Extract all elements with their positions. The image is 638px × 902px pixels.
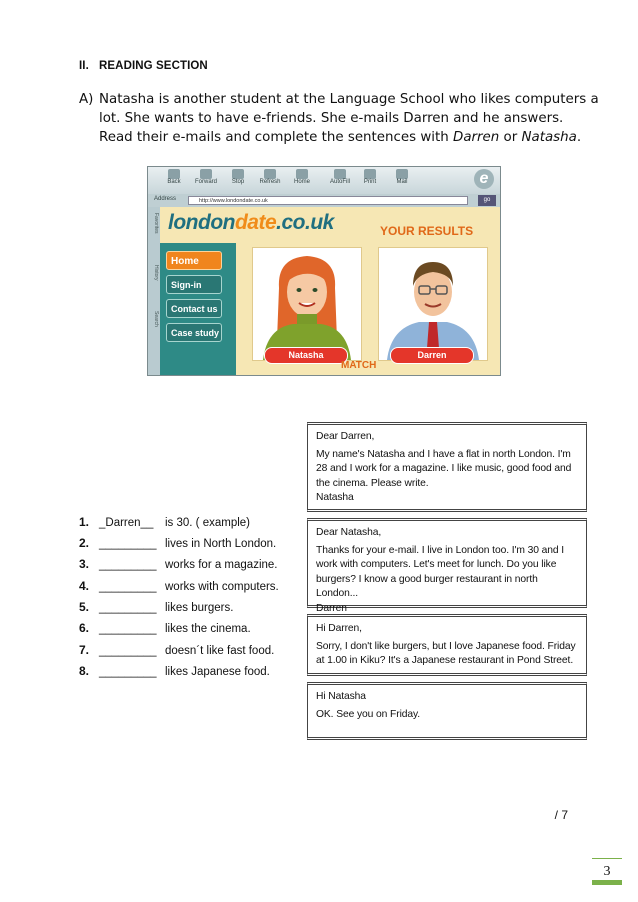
nav-sign-in: Sign-in <box>166 275 222 294</box>
match-label: MATCH <box>341 360 377 371</box>
forward-icon <box>200 169 212 179</box>
instruction-text <box>99 90 599 147</box>
toolbar-mail <box>386 169 418 185</box>
name-tag-darren: Darren <box>390 347 474 364</box>
email-greeting: Dear Natasha, <box>316 527 382 538</box>
browser-illustration <box>147 166 501 376</box>
email-signature: Darren <box>316 602 347 614</box>
sentence-number: 6. <box>79 621 90 635</box>
toolbar-forward <box>190 169 222 185</box>
sentence-number: 7. <box>79 643 90 657</box>
toolbar-autofill <box>324 169 356 185</box>
home-icon <box>296 169 308 179</box>
sentence-number: 4. <box>79 579 90 593</box>
name-tag-natasha: Natasha <box>264 347 348 364</box>
sentence-2 <box>79 536 276 551</box>
sentence-4 <box>79 579 279 594</box>
site-nav <box>160 243 236 375</box>
section-title <box>79 60 208 72</box>
section-title-text: READING SECTION <box>99 60 208 72</box>
sentence-number: 1. <box>79 515 90 529</box>
mail-icon <box>396 169 408 179</box>
sentence-number: 3. <box>79 557 90 571</box>
sentence-6 <box>79 621 251 636</box>
sentence-8 <box>79 664 270 679</box>
toolbar-back <box>158 169 190 185</box>
sentence-blank: _________ <box>99 559 157 571</box>
sentence-blank: _________ <box>99 581 157 593</box>
email-2 <box>307 518 587 614</box>
autofill-icon <box>334 169 346 179</box>
sentence-text: is 30. ( example) <box>165 517 251 529</box>
section-number: II. <box>79 60 89 72</box>
instruction-end: . <box>576 130 582 145</box>
sentence-text: lives in North London. <box>165 538 277 550</box>
address-bar <box>148 194 500 207</box>
browser-toolbar <box>148 167 500 194</box>
photo-natasha <box>252 247 362 361</box>
toolbar-autofill-label: AutoFill <box>329 179 350 185</box>
email-body: OK. See you on Friday. <box>316 708 421 720</box>
sentence-text: works for a magazine. <box>165 559 278 571</box>
instruction-name-darren: Darren <box>453 130 500 145</box>
email-body: Thanks for your e-mail. I live in London too. I'm 30 and I work with computers. Let's meet for lunch. Do you like burgers? I know a good burger restaurant in north London... <box>316 544 564 599</box>
darren-illustration <box>379 248 487 360</box>
logo-domain: .co.uk <box>276 211 334 234</box>
nav-case-study: Case study <box>166 323 222 342</box>
site-logo <box>168 211 334 235</box>
email-signature: Natasha <box>316 492 354 503</box>
sentence-text: doesn´t like fast food. <box>165 645 275 657</box>
sentence-number: 2. <box>79 536 90 550</box>
natasha-illustration <box>253 248 361 360</box>
sentence-5 <box>79 600 233 615</box>
address-label: Address <box>154 196 177 202</box>
sentence-7 <box>79 643 274 658</box>
sentence-blank: _________ <box>99 666 157 678</box>
sentence-text: works with computers. <box>165 581 279 593</box>
toolbar-stop <box>222 169 254 185</box>
sentence-text: likes the cinema. <box>165 623 251 635</box>
instruction-letter: A) <box>79 92 94 107</box>
logo-london: london <box>168 211 235 234</box>
instruction-name-natasha: Natasha <box>521 130 577 145</box>
website-page <box>160 207 500 375</box>
email-greeting: Hi Natasha <box>316 691 366 702</box>
back-icon <box>168 169 180 179</box>
toolbar-refresh-label: Refresh <box>259 179 281 185</box>
sentence-number: 8. <box>79 664 90 678</box>
sentence-1 <box>79 515 250 530</box>
email-greeting: Hi Darren, <box>316 623 362 634</box>
page-number: 3 <box>592 858 622 881</box>
instruction-or: or <box>499 130 522 145</box>
instruction-text-1: Natasha is another student at the Language School who likes computers a lot. She wants to have e-friends. She e-mails Darren and he answers. Read their e-mails and complete the sentences with <box>99 92 599 145</box>
side-tab-history: History <box>153 265 159 281</box>
email-3 <box>307 614 587 676</box>
toolbar-home-label: Home <box>293 179 310 185</box>
toolbar-print <box>354 169 386 185</box>
page-number-bar <box>592 880 622 885</box>
address-field: http://www.londondate.co.uk <box>188 196 468 205</box>
sentence-blank: _Darren__ <box>99 517 154 529</box>
go-button: go <box>478 195 496 206</box>
side-tab-search: Search <box>153 311 159 327</box>
print-icon <box>364 169 376 179</box>
sentence-blank: _________ <box>99 623 157 635</box>
email-body: Sorry, I don't like burgers, but I love Japanese food. Friday at 1.00 in Kiku? It's a Japanese restaurant in Pond Street. <box>316 640 576 666</box>
sentence-blank: _________ <box>99 645 157 657</box>
browser-logo-icon: e <box>474 169 494 189</box>
photo-darren <box>378 247 488 361</box>
email-4 <box>307 682 587 740</box>
sentence-number: 5. <box>79 600 90 614</box>
email-body: My name's Natasha and I have a flat in north London. I'm 28 and I work for a magazine. I like music, good food and the cinema. Please write. <box>316 448 572 489</box>
instruction <box>79 90 599 147</box>
sentence-blank: _________ <box>99 602 157 614</box>
stop-icon <box>232 169 244 179</box>
toolbar-back-label: Back <box>167 179 181 185</box>
toolbar-print-label: Print <box>363 179 377 185</box>
side-tab-favorites: Favorites <box>153 213 159 234</box>
toolbar-stop-label: Stop <box>231 179 245 185</box>
email-greeting: Dear Darren, <box>316 431 375 442</box>
nav-contact-us: Contact us <box>166 299 222 318</box>
browser-side-tabs <box>148 207 160 375</box>
toolbar-forward-label: Forward <box>194 179 217 185</box>
sentence-blank: _________ <box>99 538 157 550</box>
your-results-heading: YOUR RESULTS <box>380 224 474 238</box>
sentence-text: likes Japanese food. <box>165 666 270 678</box>
sentence-text: likes burgers. <box>165 602 234 614</box>
toolbar-home <box>286 169 318 185</box>
refresh-icon <box>264 169 276 179</box>
toolbar-refresh <box>254 169 286 185</box>
logo-date: date <box>234 211 277 234</box>
score-label: / 7 <box>554 808 568 822</box>
toolbar-mail-label: Mail <box>396 179 408 185</box>
sentence-3 <box>79 557 278 572</box>
nav-home: Home <box>166 251 222 270</box>
email-1 <box>307 422 587 512</box>
